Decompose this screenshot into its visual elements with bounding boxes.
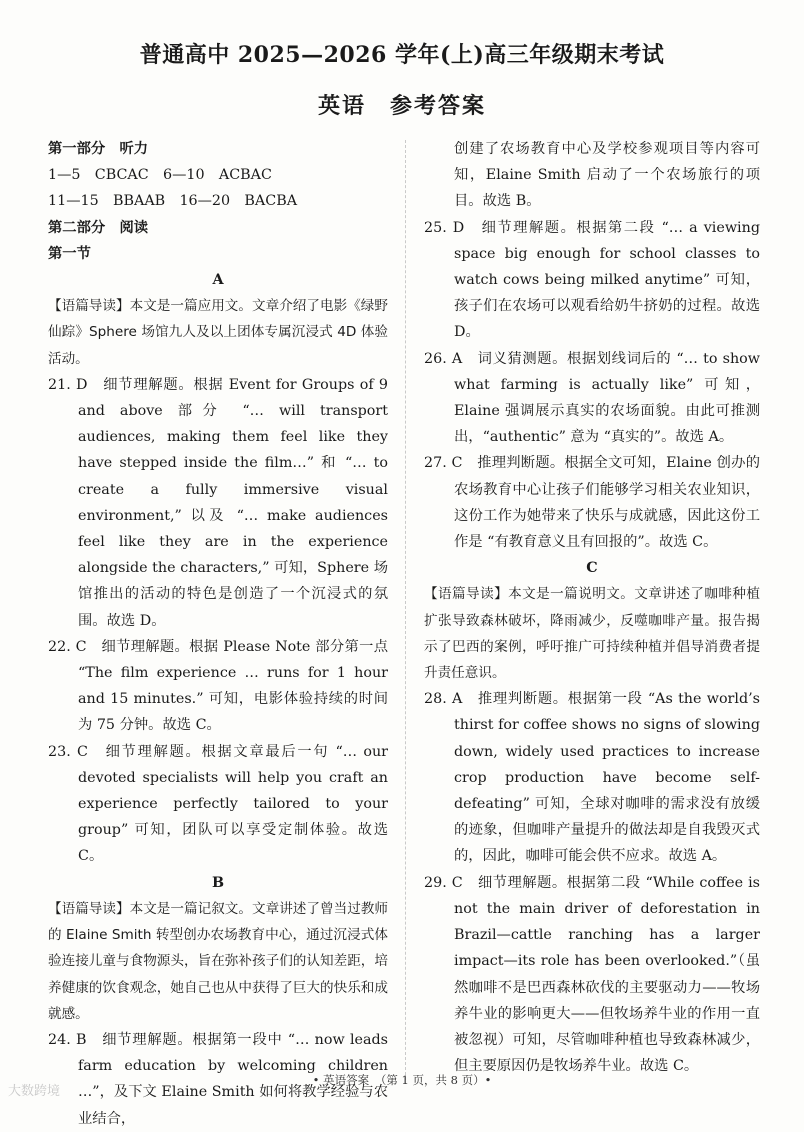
section1-heading: 第一节	[48, 245, 91, 262]
part2-heading: 第二部分 阅读	[48, 219, 149, 236]
answer-key-subtitle: 英语 参考答案	[317, 93, 486, 119]
answer-26: 26. A 词义猜测题。根据划线词后的 “… to show what farming is actually like” 可知，Elaine 强调展示真实的农场面貌。由此可推测出，“authentic” 意为 “真实的”。故选 A。	[424, 350, 760, 446]
answer-24: 24. B 细节理解题。根据第一段中 “… now leads farm education by welcoming children …”，及下文 Elaine Smith 如何将教学经验与农业结合，	[48, 1031, 388, 1127]
passage-b-intro: 【语篇导读】本文是一篇记叙文。文章讲述了曾当过教师的 Elaine Smith 转型创办农场教育中心，通过沉浸式体验连接儿童与食物源头，旨在弥补孩子们的认知差距，培养健康的饮食观念，她自己也从中获得了巨大的快乐和成就感。	[48, 900, 388, 1022]
column-divider	[405, 140, 406, 1080]
passage-c-intro: 【语篇导读】本文是一篇说明文。文章讲述了咖啡种植扩张导致森林破坏，降雨减少，反噬咖啡产量。报告揭示了巴西的案例，呼吁推广可持续种植并倡导消费者提升责任意识。	[424, 586, 760, 682]
left-column	[48, 136, 388, 1132]
answer-24-continued: 创建了农场教育中心及学校参观项目等内容可知，Elaine Smith 启动了一个农场旅行的项目。故选 B。	[454, 141, 760, 210]
part1-heading: 第一部分 听力	[48, 141, 149, 157]
answer-25: 25. D 细节理解题。根据第二段 “… a viewing space big enough for school classes to watch cows being milked anytime” 可知，孩子们在农场可以观看给奶牛挤奶的过程。故选 D。	[424, 219, 760, 341]
watermark-logo: 大数跨境	[8, 1084, 61, 1099]
listening-answers-2: 11—15 BBAAB 16—20 BACBA	[48, 193, 298, 210]
page-footer: • 英语答案 （第 1 页，共 8 页）•	[312, 1073, 492, 1087]
answer-29: 29. C 细节理解题。根据第二段 “While coffee is not the main driver of deforestation in Brazil—cattle ranching has a larger impact—its role has been overlooked.”（虽然咖啡不是巴西森林砍伐的主要驱动力——牧场养牛业的影响更大——但牧场养牛业的作用一直被忽视）可知，尽管咖啡种植也导致森林减少，但主要原因仍是牧场养牛业。故选 C。	[424, 874, 760, 1075]
exam-title: 普通高中 2025—2026 学年(上)高三年级期末考试	[139, 42, 665, 68]
listening-answers-1: 1—5 CBCAC 6—10 ACBAC	[48, 167, 272, 184]
passage-a-label: A	[212, 272, 224, 289]
passage-a-intro: 【语篇导读】本文是一篇应用文。文章介绍了电影《绿野仙踪》Sphere 场馆九人及以上团体专属沉浸式 4D 体验活动。	[48, 298, 388, 367]
answer-27: 27. C 推理判断题。根据全文可知，Elaine 创办的农场教育中心让孩子们能够学习相关农业知识，这份工作为她带来了快乐与成就感，因此这份工作是 “有教育意义且有回报的”。故选 C。	[424, 455, 760, 551]
passage-c-label: C	[586, 560, 598, 577]
answer-28: 28. A 推理判断题。根据第一段 “As the world’s thirst for coffee shows no signs of slowing down, widely used practices to increase crop production have become self-defeating” 可知，全球对咖啡的需求没有放缓的迹象，但咖啡产量提升的做法却是自我毁灭式的，因此，咖啡可能会供不应求。故选 A。	[424, 691, 760, 865]
answer-23: 23. C 细节理解题。根据文章最后一句 “… our devoted specialists will help you craft an experience perfectly tailored to your group” 可知，团队可以享受定制体验。故选 C。	[48, 743, 388, 865]
passage-b-label: B	[211, 874, 225, 891]
answer-21: 21. D 细节理解题。根据 Event for Groups of 9 and above 部分 “… will transport audiences, making them feel like they have stepped inside the film…” 和 “… to create a fully immersive visual environment,” 以及 “… make audiences feel like they are in the experience alongside the characters,” 可知，Sphere 场馆推出的活动的特色是创造了一个沉浸式的氛围。故选 D。	[48, 376, 388, 629]
right-column	[424, 136, 760, 1079]
answer-22: 22. C 细节理解题。根据 Please Note 部分第一点 “The film experience … runs for 1 hour and 15 minutes.” 可知，电影体验持续的时间为 75 分钟。故选 C。	[48, 638, 388, 734]
